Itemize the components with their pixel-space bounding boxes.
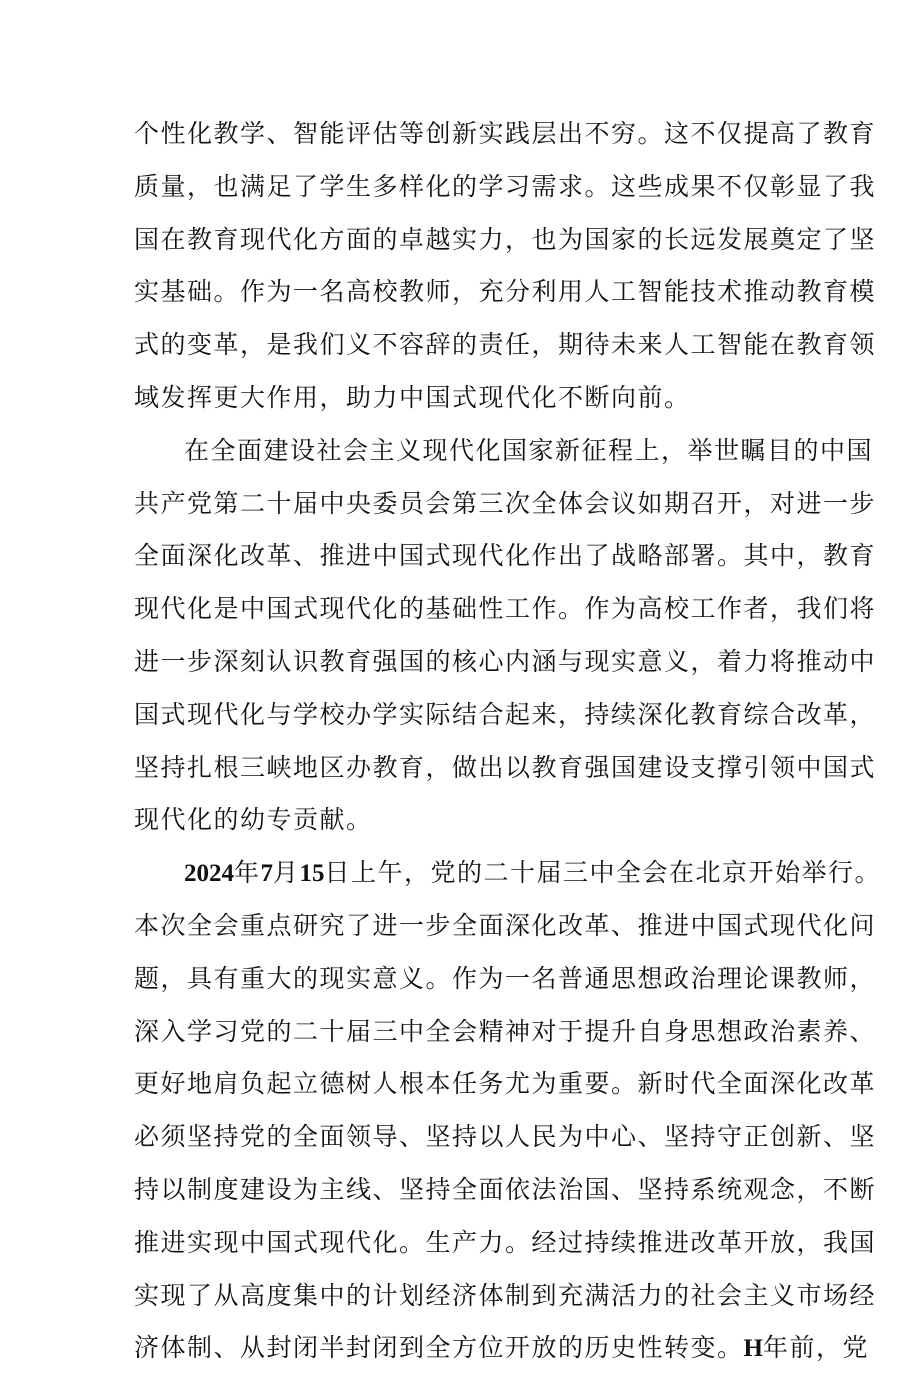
text-line: 进一步深刻认识教育强国的核心内涵与现实意义，着力将推动中 bbox=[134, 646, 877, 676]
text-line: 题，具有重大的现实意义。作为一名普通思想政治理论课教师， bbox=[134, 963, 877, 993]
text-line: 现代化是中国式现代化的基础性工作。作为高校工作者，我们将 bbox=[134, 594, 877, 624]
text-line: 质量，也满足了学生多样化的学习需求。这些成果不仅彰显了我 bbox=[134, 171, 877, 201]
paragraph-3 bbox=[134, 847, 882, 1375]
text-line: 2024年7月15日上午，党的二十届三中全会在北京开始举行。 bbox=[184, 858, 882, 888]
text-line: 本次全会重点研究了进一步全面深化改革、推进中国式现代化问 bbox=[134, 910, 877, 940]
latin-text: 15 bbox=[299, 860, 325, 888]
text-line: 推进实现中国式现代化。生产力。经过持续推进改革开放，我国 bbox=[134, 1227, 877, 1257]
text-line: 国在教育现代化方面的卓越实力，也为国家的长远发展奠定了坚 bbox=[134, 224, 877, 254]
text-line: 更好地肩负起立德树人根本任务尤为重要。新时代全面深化改革 bbox=[134, 1069, 877, 1099]
text-line: 域发挥更大作用，助力中国式现代化不断向前。 bbox=[134, 382, 691, 412]
latin-text: 2024 bbox=[184, 860, 234, 888]
text-line: 国式现代化与学校办学实际结合起来，持续深化教育综合改革， bbox=[134, 699, 877, 729]
text-line: 现代化的幼专贡献。 bbox=[134, 805, 373, 835]
text-line: 实现了从高度集中的计划经济体制到充满活力的社会主义市场经 bbox=[134, 1280, 877, 1310]
text-line: 在全面建设社会主义现代化国家新征程上，举世瞩目的中国 bbox=[184, 435, 874, 465]
text-line: 全面深化改革、推进中国式现代化作出了战略部署。其中，教育 bbox=[134, 541, 877, 571]
text-line: 实基础。作为一名高校教师，充分利用人工智能技术推动教育模 bbox=[134, 277, 877, 307]
text-line: 坚持扎根三峡地区办教育，做出以教育强国建设支撑引领中国式 bbox=[134, 752, 877, 782]
paragraph-1 bbox=[134, 108, 877, 425]
latin-text: H bbox=[743, 1335, 763, 1363]
paragraph-2 bbox=[134, 425, 877, 847]
text-line: 持以制度建设为主线、坚持全面依法治国、坚持系统观念，不断 bbox=[134, 1174, 877, 1204]
text-line: 深入学习党的二十届三中全会精神对于提升自身思想政治素养、 bbox=[134, 1016, 877, 1046]
text-line: 个性化教学、智能评估等创新实践层出不穷。这不仅提高了教育 bbox=[134, 119, 877, 148]
latin-text: 7 bbox=[260, 860, 274, 888]
body-text bbox=[134, 108, 882, 1375]
text-line: 必须坚持党的全面领导、坚持以人民为中心、坚持守正创新、坚 bbox=[134, 1122, 877, 1152]
text-line: 济体制、从封闭半封闭到全方位开放的历史性转变。H年前，党 bbox=[134, 1333, 869, 1363]
text-line: 式的变革，是我们义不容辞的责任，期待未来人工智能在教育领 bbox=[134, 330, 877, 360]
text-line: 共产党第二十届中央委员会第三次全体会议如期召开，对进一步 bbox=[134, 488, 877, 518]
